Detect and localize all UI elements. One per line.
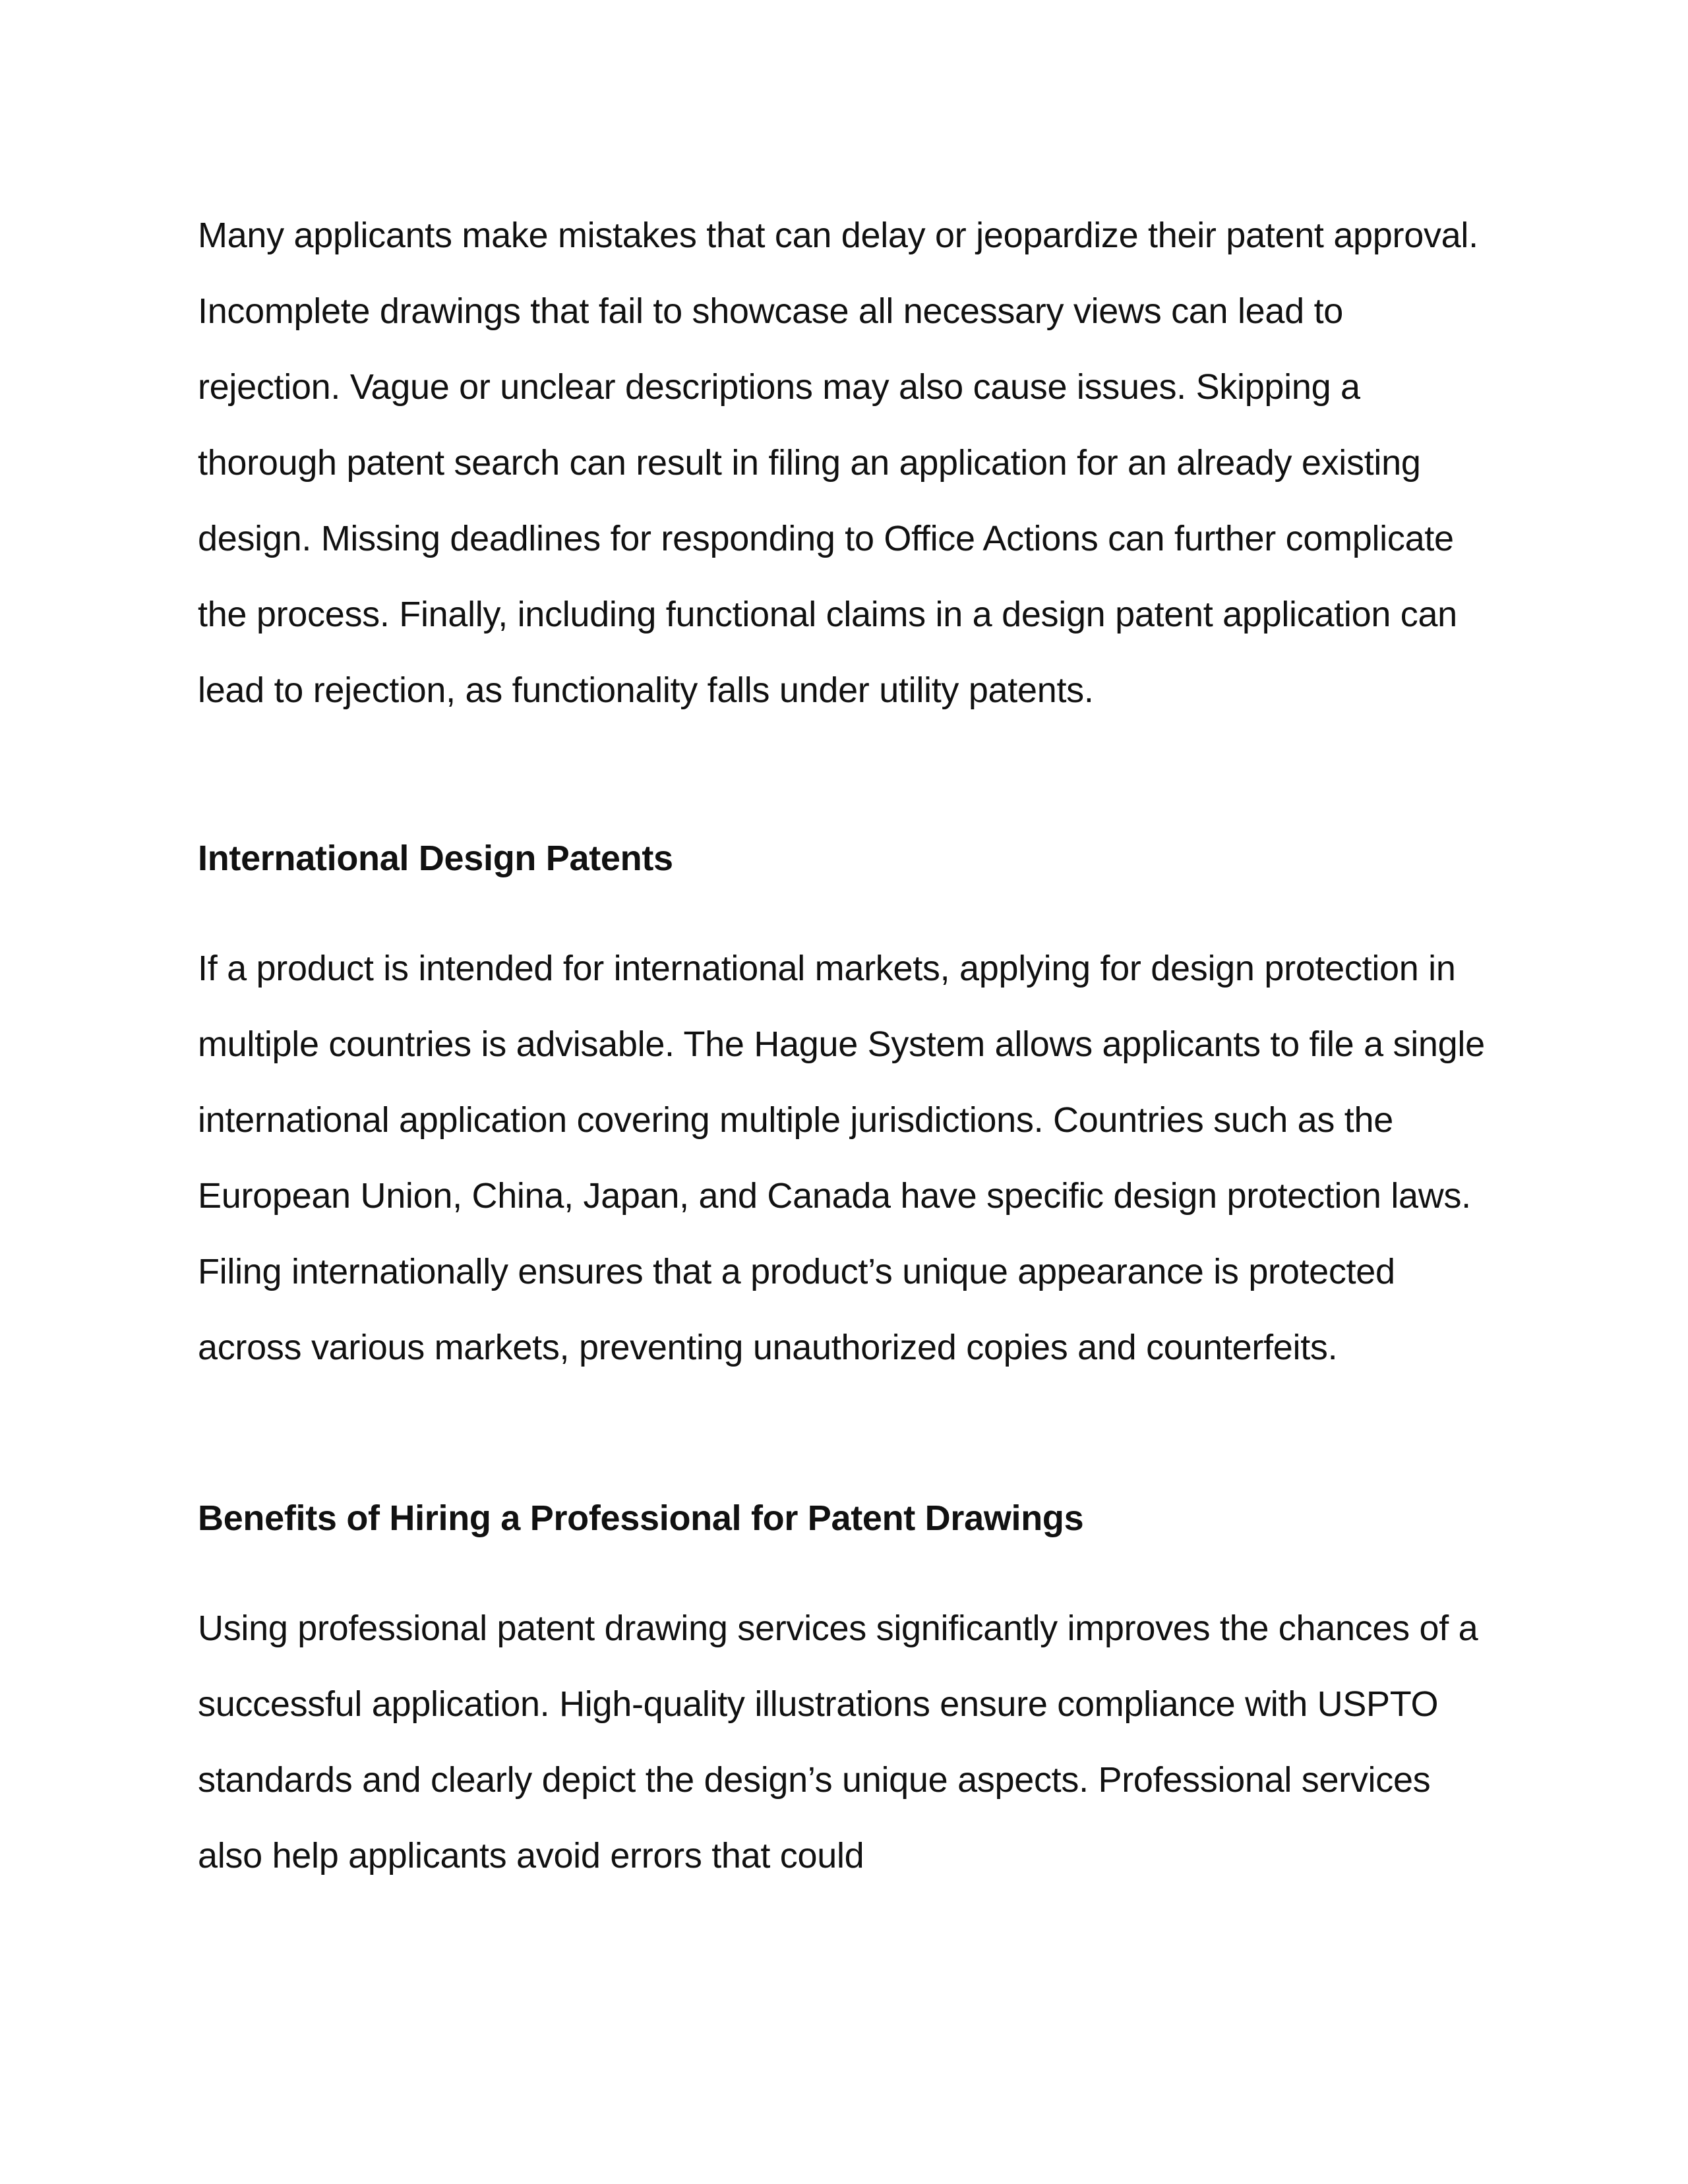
heading-benefits-professional: Benefits of Hiring a Professional for Patent Drawings (198, 1498, 1084, 1538)
paragraph-international-design-patents: If a product is intended for international markets, applying for design protection in multiple countries is advisable. The Hague System allows applicants to file a single international application covering multiple jurisdictions. Countries such as the European Union, China, Japan, and Canada have specific design protection laws. Filing internationally ensures that a product’s unique appearance is protected across various markets, preventing unauthorized copies and counterfeits. (198, 949, 1485, 1367)
heading-international-design-patents: International Design Patents (198, 839, 673, 878)
paragraph-common-mistakes: Many applicants make mistakes that can delay or jeopardize their patent approval. Incomplete drawings that fail to showcase all necessary views can lead to rejection. Vague or unclear descriptions may also cause issues. Skipping a thorough patent search can result in filing an application for an already existing design. Missing deadlines for responding to Office Actions can further complicate the process. Finally, including functional claims in a design patent application can lead to rejection, as functionality falls under utility patents. (198, 216, 1478, 710)
paragraph-benefits-professional: Using professional patent drawing services significantly improves the chances of a successful application. High-quality illustrations ensure compliance with USPTO standards and clearly depict the design’s unique aspects. Professional services also help applicants avoid errors that could (198, 1608, 1478, 1875)
